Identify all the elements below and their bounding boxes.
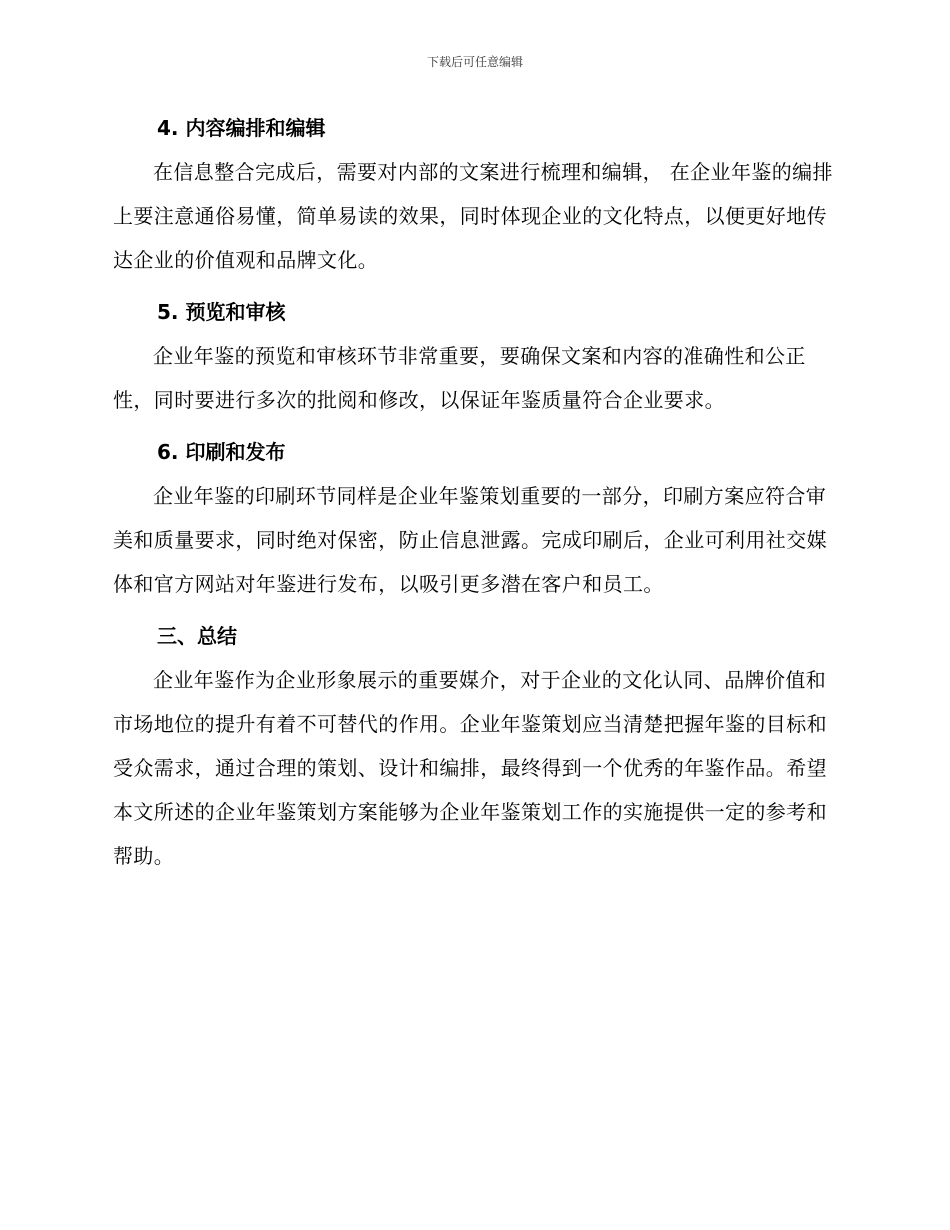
section-paragraph-preview-review: 企业年鉴的预览和审核环节非常重要，要确保文案和内容的准确性和公正性，同时要进行多次的批阅和修改，以保证年鉴质量符合企业要求。 [113,344,806,412]
section-paragraph-summary: 企业年鉴作为企业形象展示的重要媒介，对于企业的文化认同、品牌价值和市场地位的提升有着不可替代的作用。企业年鉴策划应当清楚把握年鉴的目标和受众需求，通过合理的策划、设计和编排，最终得到一个优秀的年鉴作品。希望本文所述的企业年鉴策划方案能够为企业年鉴策划工作的实施提供一定的参考和帮助。 [113,668,827,868]
section-heading-print-publish: 6. 印刷和发布 [157,440,286,464]
section-heading-content-editing: 4. 内容编排和编辑 [157,116,326,140]
document-body [113,112,833,878]
section-heading-summary: 三、总结 [157,624,237,648]
page-header: 下载后可任意编辑 [426,55,523,69]
section-paragraph-content-editing: 在信息整合完成后，需要对内部的文案进行梳理和编辑， 在企业年鉴的编排上要注意通俗易懂，简单易读的效果，同时体现企业的文化特点，以便更好地传达企业的价值观和品牌文化。 [113,160,833,272]
section-heading-preview-review: 5. 预览和审核 [157,300,286,324]
section-paragraph-print-publish: 企业年鉴的印刷环节同样是企业年鉴策划重要的一部分，印刷方案应符合审美和质量要求，同时绝对保密，防止信息泄露。完成印刷后，企业可利用社交媒体和官方网站对年鉴进行发布，以吸引更多潜在客户和员工。 [113,484,827,596]
